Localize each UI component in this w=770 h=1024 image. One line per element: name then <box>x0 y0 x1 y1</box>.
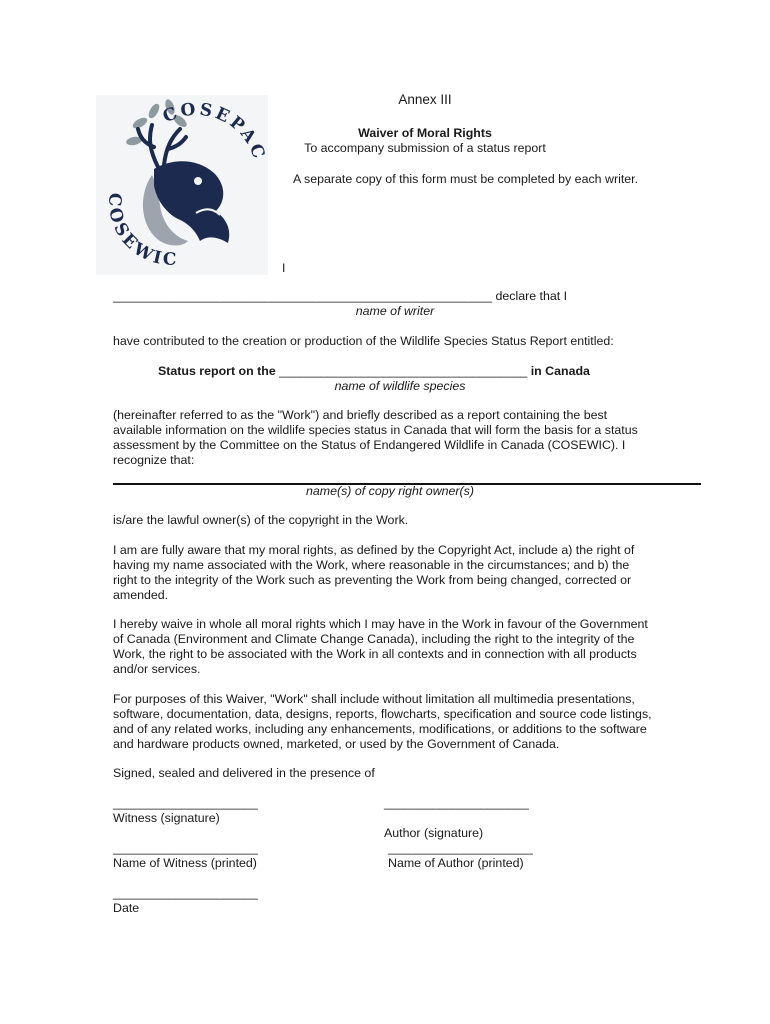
contributed-text: have contributed to the creation or production of the Wildlife Species Status Report entitled: <box>113 334 614 348</box>
waive-paragraph: I hereby waive in whole all moral rights which I may have in the Work in favour of the Government of Canada (Environment and Climate Change Canada), including the right to the integrity of the Work, the right to be associated with the Work in all contexts and in connection with all products and/or services. <box>113 617 648 676</box>
purposes-paragraph: For purposes of this Waiver, "Work" shall include without limitation all multimedia presentations, software, documentation, data, designs, reports, flowcharts, specification and source code listings, and of any related works, including any enhancements, modifications, or additions to the software and hardware products owned, marketed, or used by the Government of Canada. <box>113 692 652 751</box>
species-caption: name of wildlife species <box>334 379 466 393</box>
author-name-label: Name of Author (printed) <box>388 856 524 870</box>
annex-label: Annex III <box>398 92 452 107</box>
witness-signature-blank[interactable]: _____________________ <box>113 796 258 810</box>
witness-name-blank[interactable]: _____________________ <box>113 841 258 855</box>
hereinafter-paragraph: (hereinafter referred to as the "Work") and briefly described as a report containing the best available information on the wildlife species status in Canada that will form the basis for a status assessment by the Committee on the Status of Endangered Wildlife in Canada (COSEWIC). I recognize that: <box>113 408 638 467</box>
species-name-blank[interactable]: ____________________________________ <box>279 364 528 378</box>
writer-name-blank[interactable]: _______________________________________________________ <box>113 289 493 303</box>
date-label: Date <box>113 901 140 915</box>
witness-signature-label: Witness (signature) <box>113 811 220 825</box>
writer-note: A separate copy of this form must be completed by each writer. <box>293 172 639 186</box>
owners-paragraph: is/are the lawful owner(s) of the copyright in the Work. <box>113 513 409 527</box>
report-suffix: in Canada <box>530 364 590 378</box>
report-prefix: Status report on the <box>158 364 276 378</box>
pronoun-i: I <box>282 261 286 275</box>
writer-caption: name of writer <box>355 304 435 318</box>
aware-paragraph: I am are fully aware that my moral rights, as defined by the Copyright Act, include a) the right of having my name associated with the Work, where reasonable in the circumstances; and b) the right to the integrity of the Work such as preventing the Work from being changed, corrected or amended. <box>113 543 635 602</box>
owner-caption: name(s) of copy right owner(s) <box>305 484 475 498</box>
page-subtitle: To accompany submission of a status report <box>304 141 546 155</box>
page-title: Waiver of Moral Rights <box>358 126 492 140</box>
signed-text: Signed, sealed and delivered in the presence of <box>113 766 375 780</box>
cosewic-logo-graphic <box>96 95 268 275</box>
report-title-line <box>158 364 590 379</box>
logo-text-cosepac: COSEPAC <box>160 99 268 164</box>
writer-name-line <box>113 289 567 304</box>
logo-text-cosewic: COSEWIC <box>104 192 180 270</box>
author-signature-label: Author (signature) <box>384 826 484 840</box>
cosewic-logo <box>96 95 268 275</box>
author-signature-blank[interactable]: _____________________ <box>384 796 529 810</box>
date-blank[interactable]: _____________________ <box>113 886 258 900</box>
author-name-blank[interactable]: _____________________ <box>388 841 533 855</box>
witness-name-label: Name of Witness (printed) <box>113 856 257 870</box>
declare-text: declare that I <box>495 289 568 303</box>
